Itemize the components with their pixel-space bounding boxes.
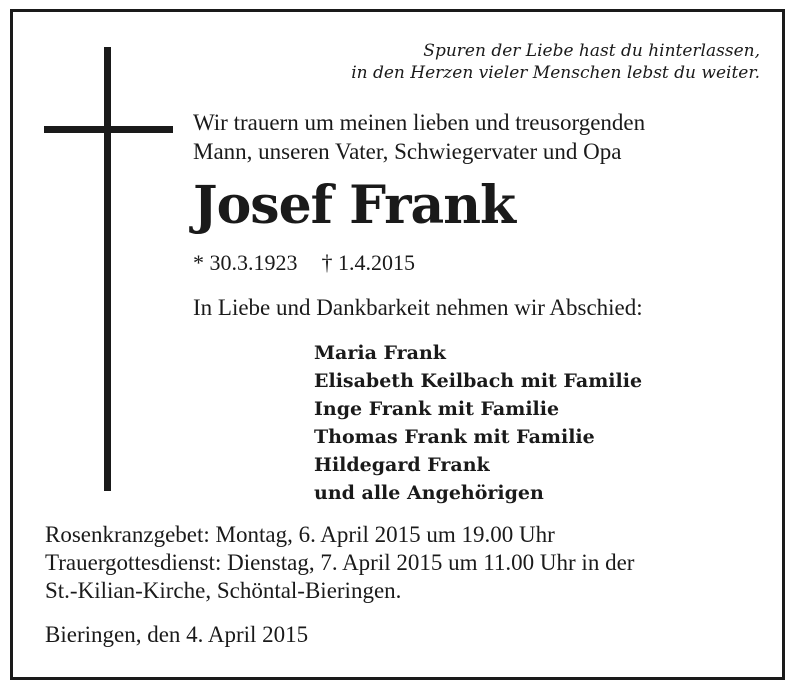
- motto-line: Spuren der Liebe hast du hinterlassen,: [423, 41, 760, 61]
- mourner-item: Hildegard Frank: [314, 454, 490, 476]
- mourner-item: Elisabeth Keilbach mit Familie: [314, 370, 643, 392]
- place-and-date: Bieringen, den 4. April 2015: [45, 622, 309, 647]
- life-dates: [193, 249, 415, 277]
- intro-text: [193, 108, 645, 166]
- birth-date: * 30.3.1923: [193, 250, 298, 275]
- deceased-name: Josef Frank: [193, 175, 516, 236]
- mourner-item: Inge Frank mit Familie: [314, 398, 560, 420]
- intro-line: Mann, unseren Vater, Schwiegervater und Opa: [193, 139, 622, 164]
- intro-line: Wir trauern um meinen lieben und treusorgenden: [193, 110, 646, 135]
- mourner-item: Thomas Frank mit Familie: [314, 426, 595, 448]
- cross-vertical-bar: [104, 47, 111, 491]
- service-line: Trauergottesdienst: Dienstag, 7. April 2015 um 11.00 Uhr in der: [45, 550, 635, 575]
- mourner-item: Maria Frank: [314, 342, 446, 364]
- mourner-item: und alle Angehörigen: [314, 482, 544, 504]
- service-line: St.-Kilian-Kirche, Schöntal-Bieringen.: [45, 578, 402, 603]
- motto: [300, 40, 760, 84]
- cross-horizontal-bar: [44, 126, 173, 133]
- service-info: [45, 521, 634, 605]
- motto-line: in den Herzen vieler Menschen lebst du weiter.: [351, 63, 760, 83]
- death-date: † 1.4.2015: [321, 250, 415, 275]
- mourners-list: [314, 339, 642, 507]
- service-line: Rosenkranzgebet: Montag, 6. April 2015 um 19.00 Uhr: [45, 522, 555, 547]
- farewell-text: In Liebe und Dankbarkeit nehmen wir Abschied:: [193, 295, 643, 320]
